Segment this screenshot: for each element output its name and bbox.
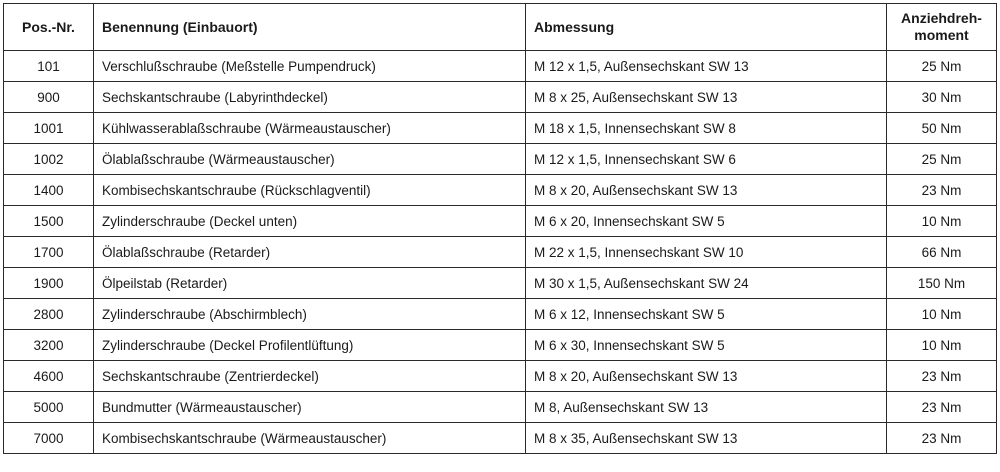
cell-pos: 4600 (4, 361, 94, 392)
torque-table (3, 3, 997, 454)
table-row (4, 268, 997, 299)
cell-torque: 10 Nm (887, 206, 997, 237)
cell-torque: 23 Nm (887, 361, 997, 392)
cell-pos: 1400 (4, 175, 94, 206)
cell-pos: 7000 (4, 423, 94, 454)
table-row (4, 51, 997, 82)
cell-pos: 1002 (4, 144, 94, 175)
cell-torque: 50 Nm (887, 113, 997, 144)
cell-torque: 25 Nm (887, 51, 997, 82)
cell-dimension: M 8 x 25, Außensechskant SW 13 (526, 82, 887, 113)
header-torque-line1: Anziehdreh- (901, 10, 982, 26)
cell-name: Ölablaßschraube (Wärmeaustauscher) (94, 144, 526, 175)
cell-name: Zylinderschraube (Deckel unten) (94, 206, 526, 237)
table-row (4, 299, 997, 330)
header-dimension: Abmessung (526, 4, 887, 51)
cell-dimension: M 30 x 1,5, Außensechskant SW 24 (526, 268, 887, 299)
cell-name: Kühlwasserablaßschraube (Wärmeaustauscher) (94, 113, 526, 144)
cell-torque: 23 Nm (887, 175, 997, 206)
cell-name: Kombisechskantschraube (Rückschlagventil) (94, 175, 526, 206)
cell-torque: 10 Nm (887, 330, 997, 361)
cell-name: Verschlußschraube (Meßstelle Pumpendruck) (94, 51, 526, 82)
cell-pos: 1900 (4, 268, 94, 299)
cell-dimension: M 8, Außensechskant SW 13 (526, 392, 887, 423)
header-pos: Pos.-Nr. (4, 4, 94, 51)
cell-pos: 5000 (4, 392, 94, 423)
cell-pos: 1001 (4, 113, 94, 144)
cell-dimension: M 22 x 1,5, Innensechskant SW 10 (526, 237, 887, 268)
cell-dimension: M 12 x 1,5, Innensechskant SW 6 (526, 144, 887, 175)
cell-pos: 1500 (4, 206, 94, 237)
cell-dimension: M 8 x 20, Außensechskant SW 13 (526, 361, 887, 392)
cell-pos: 900 (4, 82, 94, 113)
header-name: Benennung (Einbauort) (94, 4, 526, 51)
cell-name: Kombisechskantschraube (Wärmeaustauscher) (94, 423, 526, 454)
cell-pos: 3200 (4, 330, 94, 361)
table-row (4, 237, 997, 268)
cell-name: Zylinderschraube (Deckel Profilentlüftung) (94, 330, 526, 361)
cell-torque: 25 Nm (887, 144, 997, 175)
header-torque (887, 4, 997, 51)
cell-dimension: M 8 x 35, Außensechskant SW 13 (526, 423, 887, 454)
cell-name: Sechskantschraube (Zentrierdeckel) (94, 361, 526, 392)
table-row (4, 392, 997, 423)
table-row (4, 330, 997, 361)
cell-pos: 1700 (4, 237, 94, 268)
cell-dimension: M 8 x 20, Außensechskant SW 13 (526, 175, 887, 206)
cell-torque: 23 Nm (887, 423, 997, 454)
cell-dimension: M 18 x 1,5, Innensechskant SW 8 (526, 113, 887, 144)
cell-torque: 66 Nm (887, 237, 997, 268)
cell-dimension: M 6 x 30, Innensechskant SW 5 (526, 330, 887, 361)
cell-torque: 150 Nm (887, 268, 997, 299)
table-body (4, 51, 997, 454)
table-row (4, 175, 997, 206)
table-row (4, 82, 997, 113)
cell-name: Ölablaßschraube (Retarder) (94, 237, 526, 268)
cell-pos: 101 (4, 51, 94, 82)
table-row (4, 206, 997, 237)
table-row (4, 361, 997, 392)
cell-torque: 30 Nm (887, 82, 997, 113)
cell-dimension: M 6 x 20, Innensechskant SW 5 (526, 206, 887, 237)
cell-name: Zylinderschraube (Abschirmblech) (94, 299, 526, 330)
cell-dimension: M 6 x 12, Innensechskant SW 5 (526, 299, 887, 330)
cell-torque: 23 Nm (887, 392, 997, 423)
cell-name: Sechskantschraube (Labyrinthdeckel) (94, 82, 526, 113)
torque-table-container (3, 3, 997, 454)
table-row (4, 113, 997, 144)
cell-torque: 10 Nm (887, 299, 997, 330)
cell-pos: 2800 (4, 299, 94, 330)
cell-name: Bundmutter (Wärmeaustauscher) (94, 392, 526, 423)
cell-name: Ölpeilstab (Retarder) (94, 268, 526, 299)
table-header-row (4, 4, 997, 51)
header-torque-line2: moment (914, 27, 969, 43)
cell-dimension: M 12 x 1,5, Außensechskant SW 13 (526, 51, 887, 82)
table-row (4, 144, 997, 175)
table-row (4, 423, 997, 454)
